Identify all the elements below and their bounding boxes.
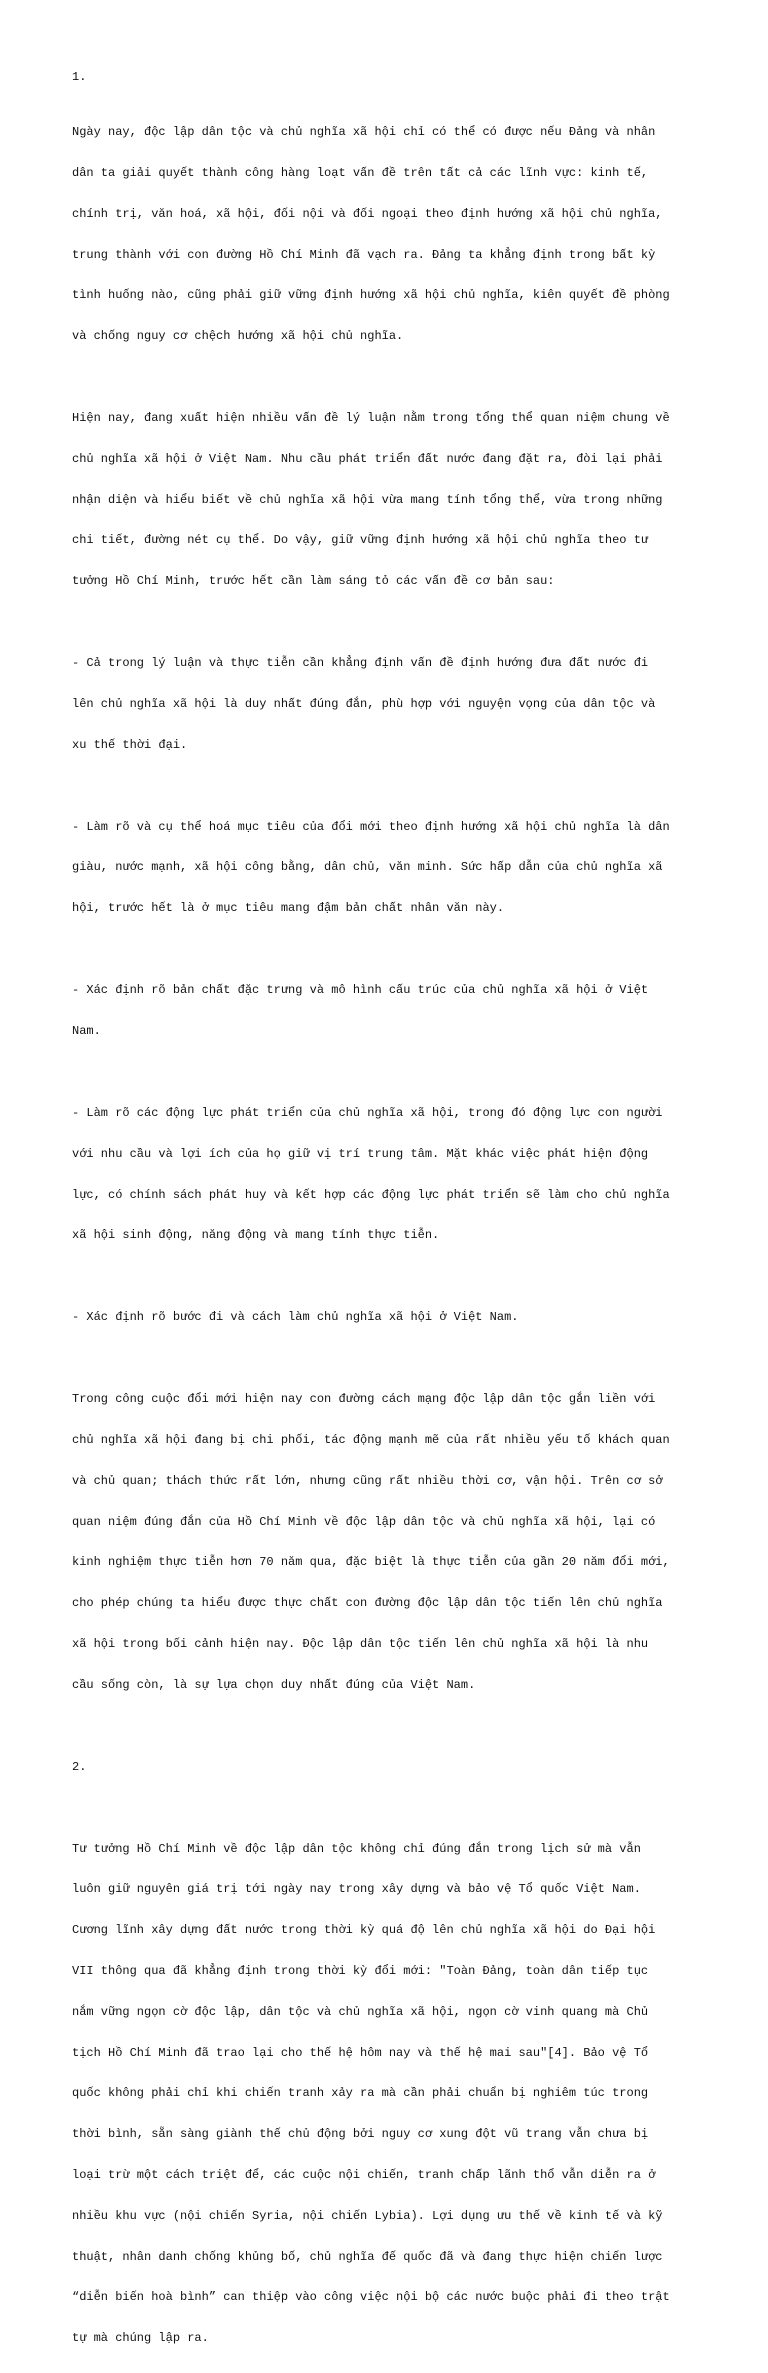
text-line: Ngày nay, độc lập dân tộc và chủ nghĩa xã hội chỉ có thể có được nếu Đảng và nhân <box>72 125 656 140</box>
text-line: - Xác định rõ bản chất đặc trưng và mô hình cấu trúc của chủ nghĩa xã hội ở Việt <box>72 983 649 998</box>
text-line: tịch Hồ Chí Minh đã trao lại cho thế hệ hôm nay và thế hệ mai sau"[4]. Bảo vệ Tổ <box>72 2045 649 2060</box>
text-line: hội, trước hết là ở mục tiêu mang đậm bản chất nhân văn này. <box>72 901 505 916</box>
text-line: nắm vững ngọn cờ độc lập, dân tộc và chủ nghĩa xã hội, ngọn cờ vinh quang mà Chủ <box>72 2004 649 2019</box>
text-line: chính trị, văn hoá, xã hội, đối nội và đối ngoại theo định hướng xã hội chủ nghĩa, <box>72 206 663 221</box>
bullet-item-3 <box>72 957 704 1066</box>
text-line: và chống nguy cơ chệch hướng xã hội chủ nghĩa. <box>72 329 404 344</box>
paragraph-intro <box>72 99 704 371</box>
text-line: - Xác định rõ bước đi và cách làm chủ nghĩa xã hội ở Việt Nam. <box>72 1310 519 1325</box>
document-body <box>72 71 704 2373</box>
text-line: xã hội sinh động, năng động và mang tính thực tiễn. <box>72 1228 440 1243</box>
text-line: chủ nghĩa xã hội ở Việt Nam. Nhu cầu phát triển đất nước đang đặt ra, đòi lại phải <box>72 451 663 466</box>
text-line: xu thế thời đại. <box>72 737 188 752</box>
text-line: tình huống nào, cũng phải giữ vững định hướng xã hội chủ nghĩa, kiên quyết đề phòng <box>72 288 670 303</box>
bullet-item-4 <box>72 1080 704 1270</box>
text-line: Trong công cuộc đổi mới hiện nay con đường cách mạng độc lập dân tộc gắn liền với <box>72 1392 656 1407</box>
section-number-1: 1. <box>72 70 87 84</box>
paragraph-independence-thought <box>72 1816 704 2373</box>
text-line: tự mà chúng lập ra. <box>72 2331 209 2346</box>
paragraph-theory-issues <box>72 385 704 616</box>
text-line: thuật, nhân danh chống khủng bố, chủ nghĩa đế quốc đã và đang thực hiện chiến lược <box>72 2249 663 2264</box>
text-line: - Làm rõ và cụ thể hoá mục tiêu của đổi mới theo định hướng xã hội chủ nghĩa là dân <box>72 819 670 834</box>
text-line: loại trừ một cách triệt để, các cuộc nội chiến, tranh chấp lãnh thổ vẫn diễn ra ở <box>72 2167 656 2182</box>
text-line: Cương lĩnh xây dựng đất nước trong thời kỳ quá độ lên chủ nghĩa xã hội do Đại hội <box>72 1923 656 1938</box>
text-line: lên chủ nghĩa xã hội là duy nhất đúng đắn, phù hợp với nguyện vọng của dân tộc và <box>72 696 656 711</box>
text-line: với nhu cầu và lợi ích của họ giữ vị trí trung tâm. Mặt khác việc phát hiện động <box>72 1146 649 1161</box>
text-line: Tư tưởng Hồ Chí Minh về độc lập dân tộc không chỉ đúng đắn trong lịch sử mà vẫn <box>72 1841 641 1856</box>
text-line: giàu, nước mạnh, xã hội công bằng, dân chủ, văn minh. Sức hấp dẫn của chủ nghĩa xã <box>72 860 663 875</box>
paragraph-renovation <box>72 1366 704 1719</box>
text-line: nhận diện và hiểu biết về chủ nghĩa xã hội vừa mang tính tổng thể, vừa trong những <box>72 492 663 507</box>
text-line: quan niệm đúng đắn của Hồ Chí Minh về độc lập dân tộc và chủ nghĩa xã hội, lại có <box>72 1514 656 1529</box>
section-number-2: 2. <box>72 1759 87 1774</box>
text-line: thời bình, sẵn sàng giành thế chủ động bởi nguy cơ xung đột vũ trang vẫn chưa bị <box>72 2127 649 2142</box>
text-line: kinh nghiệm thực tiễn hơn 70 năm qua, đặc biệt là thực tiễn của gần 20 năm đổi mới, <box>72 1555 670 1570</box>
text-line: nhiều khu vực (nội chiến Syria, nội chiến Lybia). Lợi dụng ưu thế về kinh tế và kỹ <box>72 2208 663 2223</box>
text-line: dân ta giải quyết thành công hàng loạt vấn đề trên tất cả các lĩnh vực: kinh tế, <box>72 165 649 180</box>
text-line: VII thông qua đã khẳng định trong thời kỳ đổi mới: "Toàn Đảng, toàn dân tiếp tục <box>72 1964 649 1979</box>
text-line: luôn giữ nguyên giá trị tới ngày nay trong xây dựng và bảo vệ Tổ quốc Việt Nam. <box>72 1882 641 1897</box>
text-line: lực, có chính sách phát huy và kết hợp các động lực phát triển sẽ làm cho chủ nghĩa <box>72 1187 670 1202</box>
text-line: - Làm rõ các động lực phát triển của chủ nghĩa xã hội, trong đó động lực con người <box>72 1105 663 1120</box>
text-line: chủ nghĩa xã hội đang bị chi phối, tác động mạnh mẽ của rất nhiều yếu tố khách quan <box>72 1433 670 1448</box>
text-line: Hiện nay, đang xuất hiện nhiều vấn đề lý luận nằm trong tổng thể quan niệm chung về <box>72 411 670 426</box>
text-line: cho phép chúng ta hiểu được thực chất con đường độc lập dân tộc tiến lên chủ nghĩa <box>72 1596 663 1611</box>
text-line: - Cả trong lý luận và thực tiễn cần khẳng định vấn đề định hướng đưa đất nước đi <box>72 656 649 671</box>
text-line: “diễn biến hoà bình” can thiệp vào công việc nội bộ các nước buộc phải đi theo trật <box>72 2290 670 2305</box>
text-line: trung thành với con đường Hồ Chí Minh đã vạch ra. Đảng ta khẳng định trong bất kỳ <box>72 247 656 262</box>
text-line: cầu sống còn, là sự lựa chọn duy nhất đúng của Việt Nam. <box>72 1677 476 1692</box>
bullet-item-1 <box>72 630 704 780</box>
text-line: tưởng Hồ Chí Minh, trước hết cần làm sáng tỏ các vấn đề cơ bản sau: <box>72 574 555 589</box>
text-line: xã hội trong bối cảnh hiện nay. Độc lập dân tộc tiến lên chủ nghĩa xã hội là nhu <box>72 1636 649 1651</box>
text-line: và chủ quan; thách thức rất lớn, nhưng cũng rất nhiều thời cơ, vận hội. Trên cơ sở <box>72 1473 663 1488</box>
text-line: quốc không phải chỉ khi chiến tranh xảy ra mà cần phải chuẩn bị nghiêm túc trong <box>72 2086 649 2101</box>
bullet-item-2 <box>72 794 704 944</box>
text-line: Nam. <box>72 1024 101 1038</box>
text-line: chi tiết, đường nét cụ thể. Do vậy, giữ vững định hướng xã hội chủ nghĩa theo tư <box>72 533 649 548</box>
bullet-item-5 <box>72 1284 704 1352</box>
